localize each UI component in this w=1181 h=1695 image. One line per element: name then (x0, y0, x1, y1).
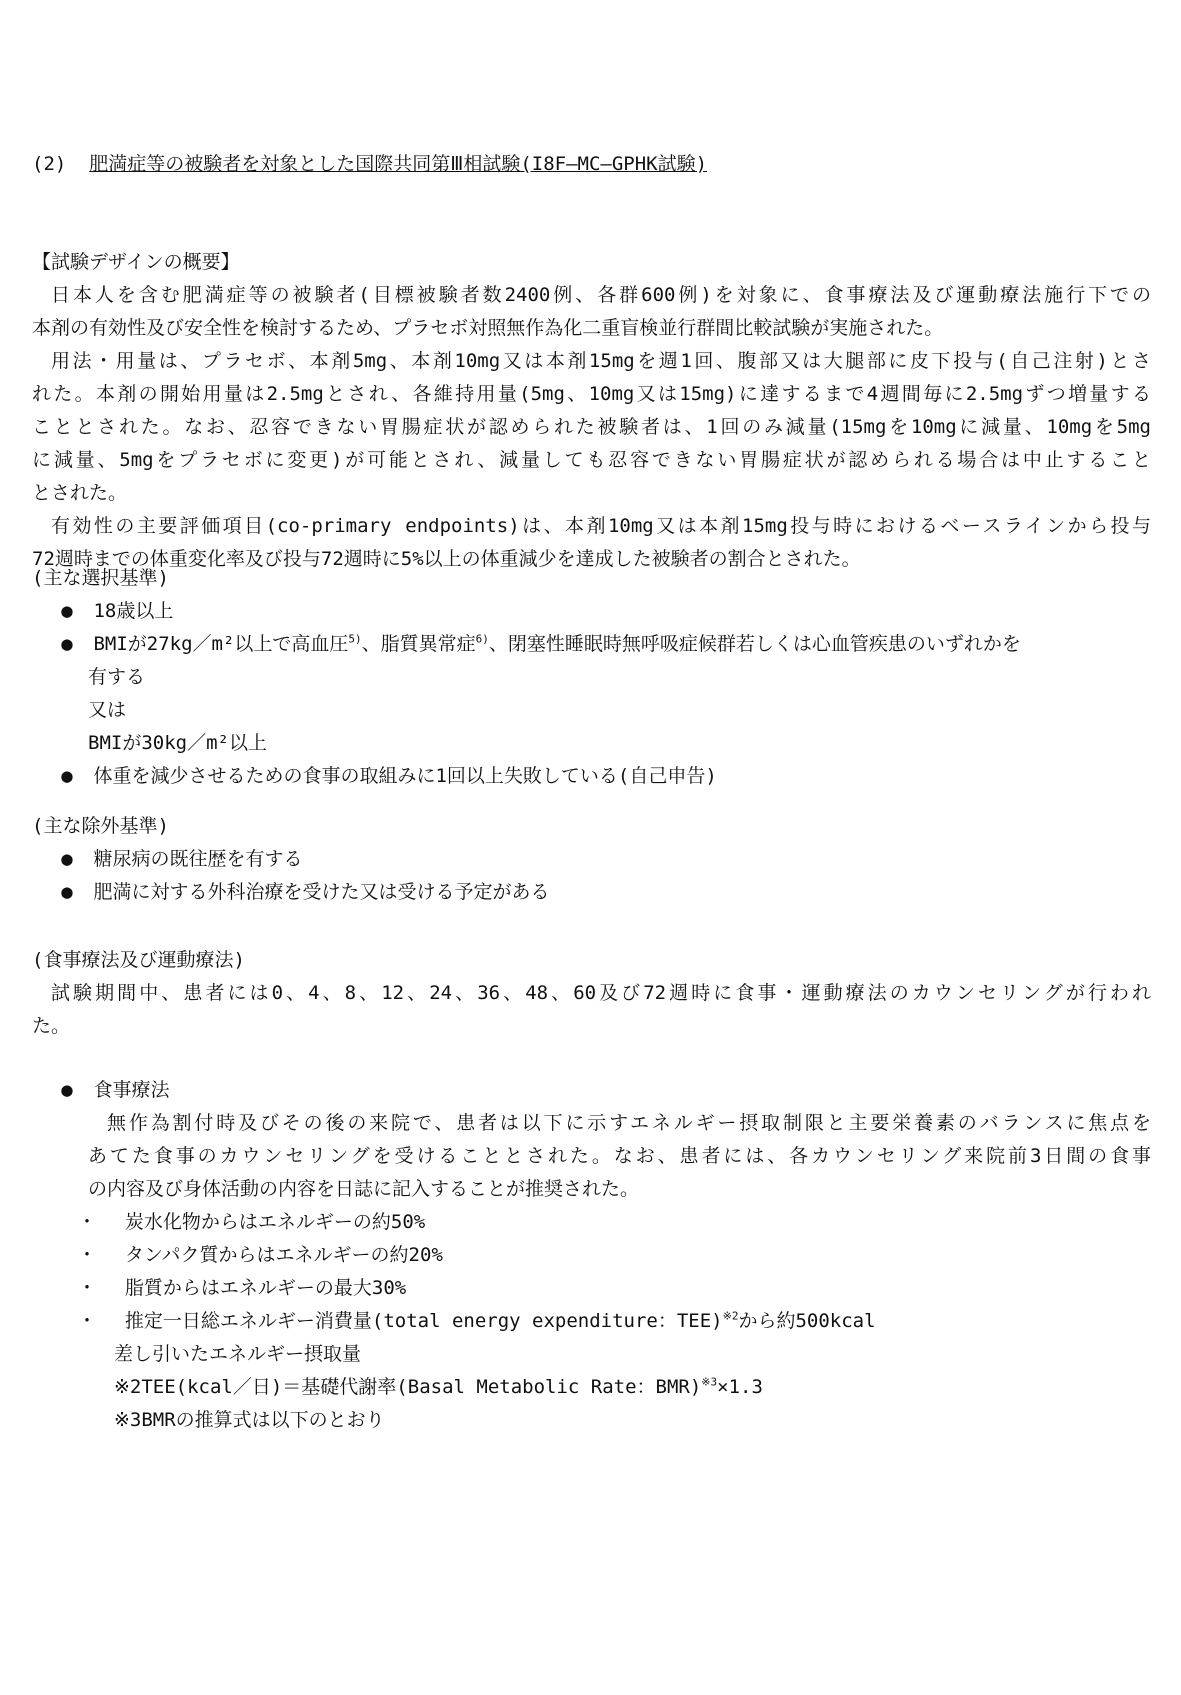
para-line: とされた。 (32, 482, 128, 504)
note-sup: ※2 (722, 1309, 739, 1323)
section-number: (2) (32, 153, 67, 175)
list-item (32, 595, 1151, 628)
list-item (32, 876, 1151, 909)
section-title-text: 肥満症等の被験者を対象とした国際共同第Ⅲ相試験(I8F―MC―GPHK試験) (89, 153, 708, 175)
bullet-icon: ● (61, 881, 73, 903)
item-text: 18歳以上 (93, 600, 174, 622)
note-text: ※2TEE(kcal／日)＝基礎代謝率(Basal Metabolic Rate：BMR) (114, 1376, 702, 1398)
list-item (32, 760, 1151, 793)
para-line: 用法・用量は、プラセボ、本剤5mg、本剤10mg又は本剤15mgを週1回、腹部又は大腿部に皮下投与(自己注射)とさ (51, 350, 1151, 372)
para-line: に減量、5mgをプラセボに変更)が可能とされ、減量しても忍容できない胃腸症状が認められる場合は中止すること (32, 449, 1151, 471)
para-line: 有効性の主要評価項目(co-primary endpoints)は、本剤10mg又は本剤15mg投与時におけるベースラインから投与 (51, 515, 1151, 537)
exclusion-section (32, 810, 1151, 909)
reference-sup: 5) (348, 632, 362, 646)
para-line: 無作為割付時及びその後の来院で、患者は以下に示すエネルギー摂取制限と主要栄養素のバランスに焦点を (107, 1112, 1151, 1134)
item-text: 脂質からはエネルギーの最大30% (124, 1277, 407, 1299)
diet-section (32, 1074, 1151, 1437)
diet-exercise-section (32, 944, 1151, 1043)
bullet-icon: ・ (77, 1244, 97, 1266)
item-text: 推定一日総エネルギー消費量(total energy expenditure：TEE) (124, 1310, 723, 1332)
para-line: れた。本剤の開始用量は2.5mgとされ、各維持用量(5mg、10mg又は15mg)に達するまで4週間毎に2.5mgずつ増量する (32, 383, 1151, 405)
note-bmr: ※3BMRの推算式は以下のとおり (114, 1409, 385, 1431)
list-item (32, 1305, 1151, 1338)
inclusion-section (32, 562, 1151, 793)
para-line: 本剤の有効性及び安全性を検討するため、プラセボ対照無作為化二重盲検並行群間比較試験が実施された。 (32, 317, 944, 339)
item-text: 、閉塞性睡眠時無呼吸症候群若しくは心血管疾患のいずれかを (488, 633, 1021, 655)
bullet-icon: ● (61, 765, 73, 787)
bullet-icon: ・ (77, 1277, 97, 1299)
item-continuation: 有する (88, 666, 146, 688)
item-text: から約500kcal (738, 1310, 876, 1332)
bullet-icon: ・ (77, 1310, 97, 1332)
item-or: 又は (88, 699, 127, 721)
inclusion-heading: (主な選択基準) (32, 567, 169, 589)
item-text: 糖尿病の既往歴を有する (93, 848, 303, 870)
design-section (32, 246, 1151, 576)
para-line: の内容及び身体活動の内容を日誌に記入することが推奨された。 (88, 1178, 640, 1200)
item-text: 食事療法 (93, 1079, 170, 1101)
diet-heading (32, 1074, 1151, 1107)
item-text: 体重を減少させるための食事の取組みに1回以上失敗している(自己申告) (93, 765, 717, 787)
para-line: 72週時までの体重変化率及び投与72週時に5%以上の体重減少を達成した被験者の割合とされた。 (32, 548, 861, 570)
para-line: こととされた。なお、忍容できない胃腸症状が認められた被験者は、1回のみ減量(15mgを10mgに減量、10mgを5mg (32, 416, 1151, 438)
bullet-icon: ● (61, 1079, 73, 1101)
list-item (32, 1272, 1151, 1305)
bullet-icon: ● (61, 848, 73, 870)
diet-exercise-heading: (食事療法及び運動療法) (32, 949, 245, 971)
reference-sup: 6) (475, 632, 489, 646)
list-item (32, 843, 1151, 876)
item-text: BMIが27kg／m²以上で高血圧 (93, 633, 349, 655)
note-text: ×1.3 (717, 1376, 763, 1398)
note-tee (32, 1371, 1151, 1404)
list-item (32, 1206, 1151, 1239)
para-line: 試験期間中、患者には0、4、8、12、24、36、48、60及び72週時に食事・運動療法のカウンセリングが行われ (51, 982, 1151, 1004)
item-text: タンパク質からはエネルギーの約20% (124, 1244, 443, 1266)
note-sup: ※3 (701, 1375, 718, 1389)
item-text: 肥満に対する外科治療を受けた又は受ける予定がある (93, 881, 550, 903)
para-line: た。 (32, 1015, 71, 1037)
exclusion-heading: (主な除外基準) (32, 815, 169, 837)
bullet-icon: ● (61, 633, 73, 655)
design-heading: 【試験デザインの概要】 (32, 251, 240, 273)
list-item (32, 628, 1151, 661)
bullet-icon: ・ (77, 1211, 97, 1233)
para-line: あてた食事のカウンセリングを受けることとされた。なお、患者には、各カウンセリング来院前3日間の食事 (88, 1145, 1151, 1167)
list-item (32, 1239, 1151, 1272)
item-text: 、脂質異常症 (361, 633, 476, 655)
item-alt: BMIが30kg／m²以上 (88, 732, 267, 754)
section-title (32, 148, 1151, 181)
bullet-icon: ● (61, 600, 73, 622)
item-text: 炭水化物からはエネルギーの約50% (124, 1211, 426, 1233)
para-line: 日本人を含む肥満症等の被験者(目標被験者数2400例、各群600例)を対象に、食事療法及び運動療法施行下での (51, 284, 1151, 306)
item-continuation: 差し引いたエネルギー摂取量 (114, 1343, 362, 1365)
